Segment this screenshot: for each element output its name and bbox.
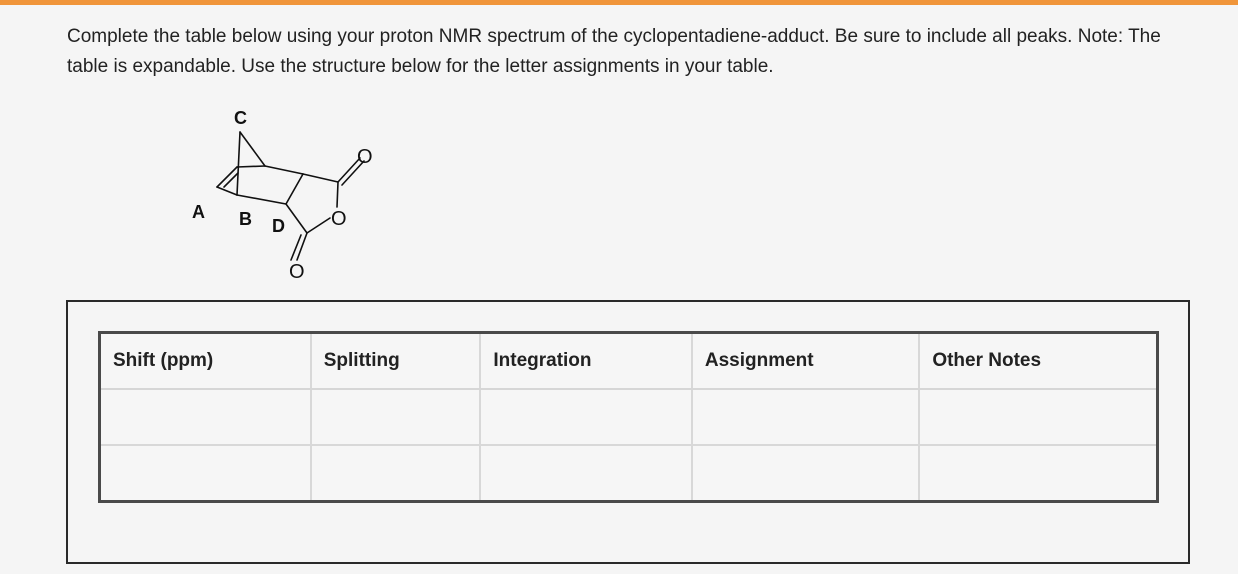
cell-other-notes[interactable] — [919, 445, 1157, 502]
label-c: C — [234, 108, 247, 128]
alkene-second-bond — [224, 173, 238, 187]
anhydride-bond-bottom — [286, 204, 307, 233]
carbonyl-bottom-second — [291, 235, 301, 260]
cell-assignment[interactable] — [692, 445, 919, 502]
ring-bond-a-b — [217, 187, 237, 195]
cell-assignment[interactable] — [692, 389, 919, 445]
cell-integration[interactable] — [480, 389, 692, 445]
cell-other-notes[interactable] — [919, 389, 1157, 445]
header-integration: Integration — [480, 333, 692, 390]
label-a: A — [192, 202, 205, 222]
instructions-text: Complete the table below using your proton NMR spectrum of the cyclopentadiene-adduct. Be sure to include all peaks. Note: The table is expandable. Use the structure below for the letter assignments in your table. — [67, 26, 1161, 77]
cell-shift[interactable] — [100, 445, 311, 502]
bridge-bond-right — [240, 132, 265, 166]
label-o-bottom: O — [289, 261, 305, 283]
bridge-bond-left — [237, 132, 240, 195]
header-assignment: Assignment — [692, 333, 919, 390]
table-header-row — [100, 333, 1158, 390]
cell-integration[interactable] — [480, 445, 692, 502]
cell-splitting[interactable] — [311, 389, 481, 445]
carbonyl-bottom — [297, 233, 307, 260]
label-d: D — [272, 216, 285, 236]
ring-bond-top-fusion — [265, 166, 303, 174]
fusion-bond — [286, 174, 303, 204]
label-o-ring: O — [331, 208, 347, 230]
header-shift: Shift (ppm) — [100, 333, 311, 390]
label-b: B — [239, 209, 252, 229]
anhydride-bond-top — [303, 174, 338, 182]
anhydride-bond-to-o — [337, 182, 338, 207]
cell-shift[interactable] — [100, 389, 311, 445]
table-row — [100, 445, 1158, 502]
label-o-top: O — [357, 146, 373, 168]
header-splitting: Splitting — [311, 333, 481, 390]
accent-bar — [0, 0, 1238, 5]
nmr-table — [98, 331, 1159, 503]
cell-splitting[interactable] — [311, 445, 481, 502]
ring-bond-top — [237, 166, 265, 167]
molecule-structure — [180, 100, 380, 290]
ring-bond-b-d — [237, 195, 286, 204]
table-row — [100, 389, 1158, 445]
anhydride-bond-o-bottom — [307, 218, 330, 233]
header-other-notes: Other Notes — [919, 333, 1157, 390]
